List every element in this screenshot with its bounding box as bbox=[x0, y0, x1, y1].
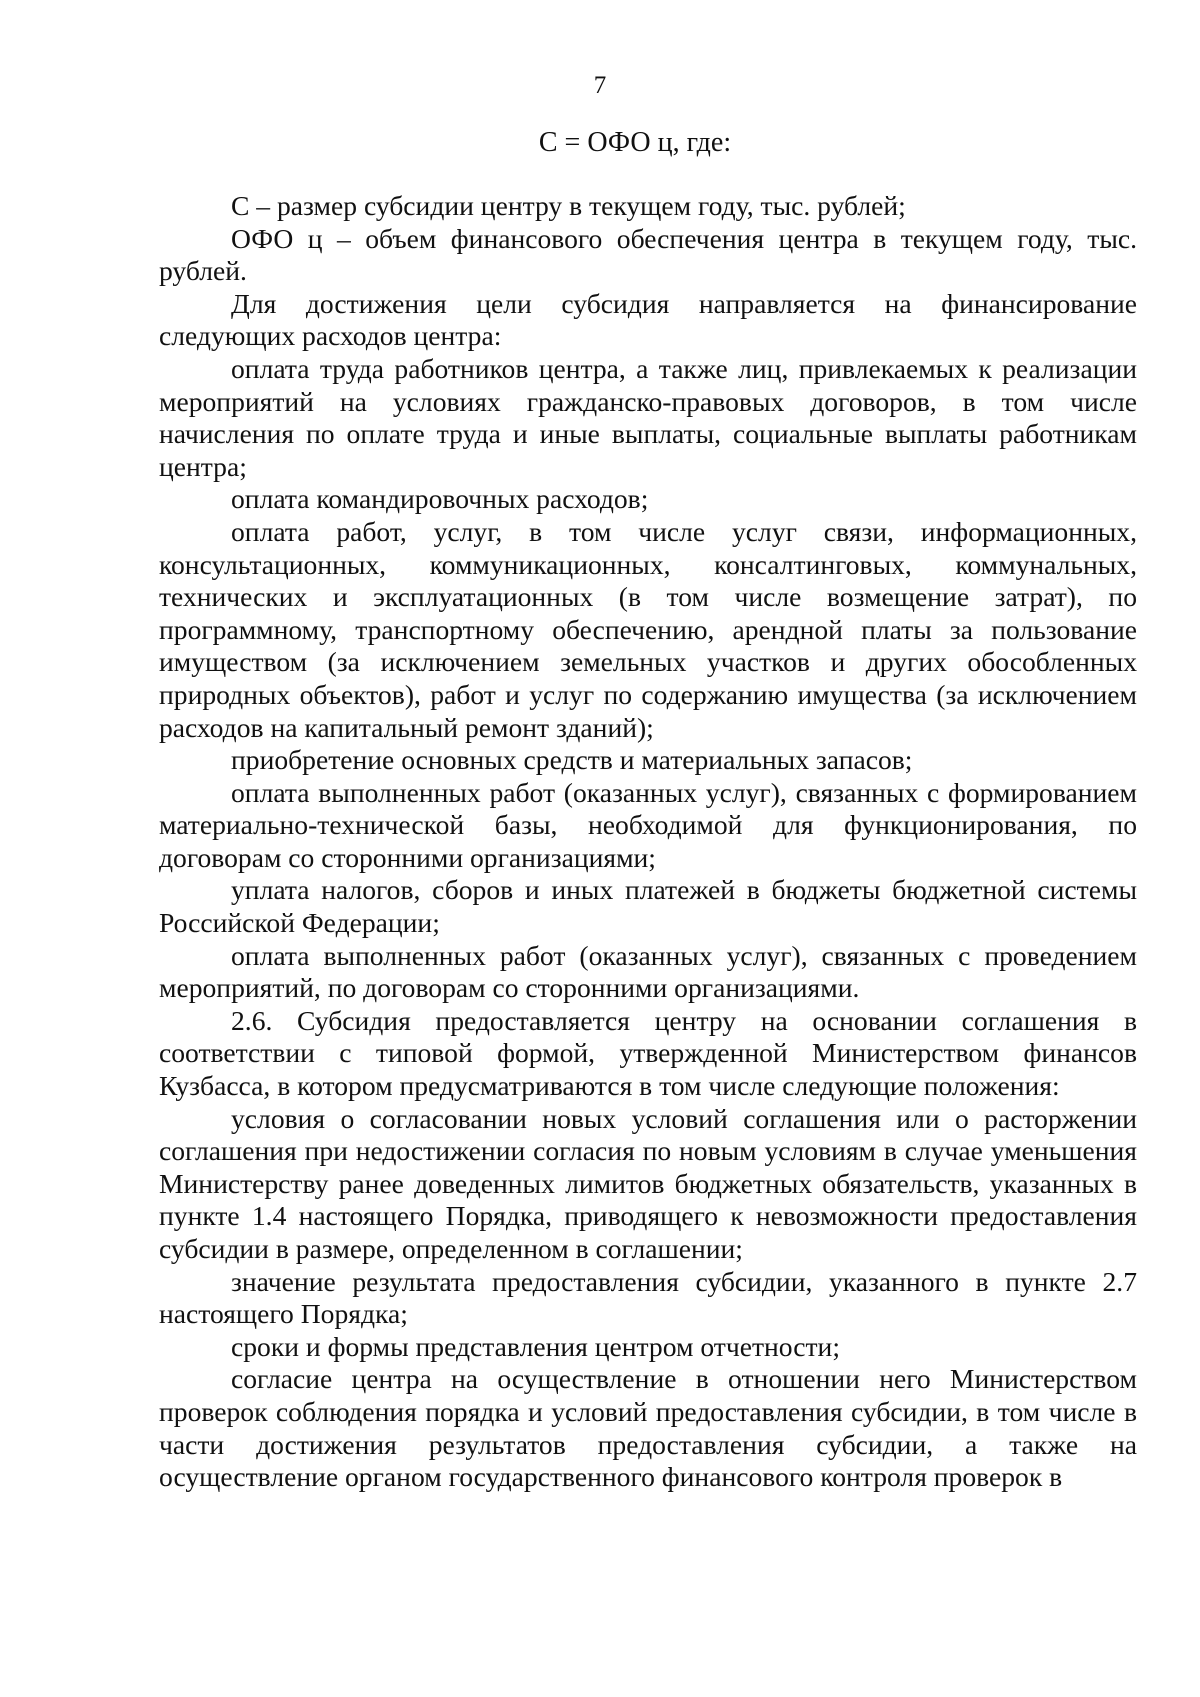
paragraph: сроки и формы представления центром отчетности; bbox=[231, 1330, 840, 1362]
formula-line: С = ОФО ц, где: bbox=[538, 127, 732, 158]
paragraph: 2.6. Субсидия предоставляется центру на основании соглашения в соответствии с типовой формой, утвержденной Министерством финансов Кузбасса, в котором предусматриваются в том числе следующие положения: bbox=[159, 1004, 1137, 1102]
paragraph: оплата выполненных работ (оказанных услуг), связанных с формированием материально-технической базы, необходимой для функционирования, по договорам со сторонними организациями; bbox=[159, 776, 1137, 873]
paragraph: условия о согласовании новых условий соглашения или о расторжении соглашения при недостижении согласия по новым условиям в случае уменьшения Министерству ранее доведенных лимитов бюджетных обязательств, указанных в пункте 1.4 настоящего Порядка, приводящего к невозможности предоставления субсидии в размере, определенном в соглашении; bbox=[159, 1102, 1137, 1264]
page-number: 7 bbox=[593, 72, 607, 99]
paragraph: значение результата предоставления субсидии, указанного в пункте 2.7 настоящего Порядка; bbox=[159, 1265, 1137, 1330]
paragraph: ОФО ц – объем финансового обеспечения центра в текущем году, тыс. рублей. bbox=[159, 222, 1137, 287]
paragraph: оплата выполненных работ (оказанных услуг), связанных с проведением мероприятий, по договорам со сторонними организациями. bbox=[159, 939, 1137, 1004]
paragraph: оплата командировочных расходов; bbox=[231, 483, 649, 515]
paragraph: оплата работ, услуг, в том числе услуг связи, информационных, консультационных, коммуникационных, консалтинговых, коммунальных, технических и эксплуатационных (в том числе возмещение затрат), по программному, транспортному обеспечению, арендной платы за пользование имуществом (за исключением земельных участков и других обособленных природных объектов), работ и услуг по содержанию имущества (за исключением расходов на капитальный ремонт зданий); bbox=[159, 515, 1137, 743]
paragraph: уплата налогов, сборов и иных платежей в бюджеты бюджетной системы Российской Федерации; bbox=[159, 874, 1137, 939]
paragraph: приобретение основных средств и материальных запасов; bbox=[231, 744, 913, 776]
paragraph: оплата труда работников центра, а также лиц, привлекаемых к реализации мероприятий на условиях гражданско-правовых договоров, в том числе начисления по оплате труда и иные выплаты, социальные выплаты работникам центра; bbox=[159, 352, 1137, 482]
paragraph: Для достижения цели субсидия направляется на финансирование следующих расходов центра: bbox=[159, 287, 1137, 352]
paragraph: согласие центра на осуществление в отношении него Министерством проверок соблюдения порядка и условий предоставления субсидии, в том числе в части достижения результатов предоставления субсидии, а также на осуществление органом государственного финансового контроля проверок в bbox=[159, 1363, 1137, 1493]
paragraph: С – размер субсидии центру в текущем году, тыс. рублей; bbox=[231, 190, 906, 221]
document-body bbox=[159, 190, 1137, 1494]
